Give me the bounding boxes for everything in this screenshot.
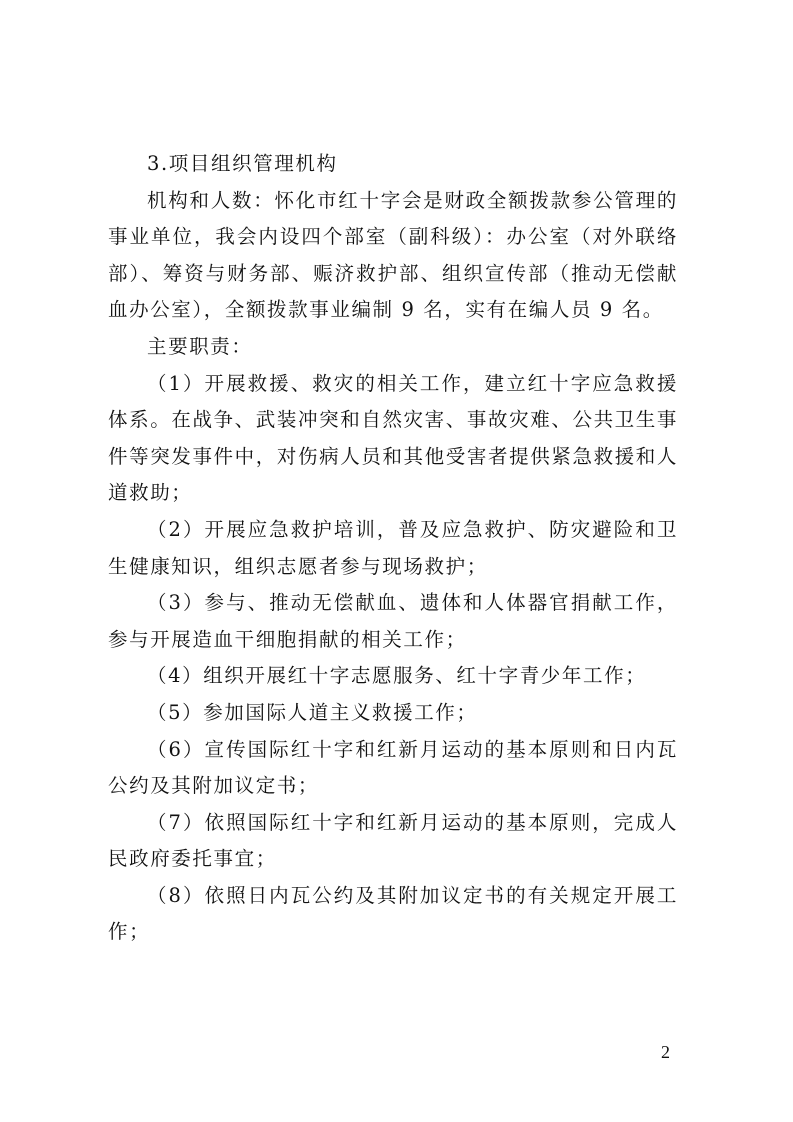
paragraph-duty-1: （1）开展救援、救灾的相关工作，建立红十字应急救援体系。在战争、武装冲突和自然灾害、事故灾难、公共卫生事件等突发事件中，对伤病人员和其他受害者提供紧急救援和人道救助； (108, 371, 678, 505)
document-body (108, 146, 678, 951)
paragraph-duty-2: （2）开展应急救护培训，普及应急救护、防灾避险和卫生健康知识，组织志愿者参与现场救护； (108, 517, 678, 578)
paragraph-duty-8: （8）依照日内瓦公约及其附加议定书的有关规定开展工作； (108, 883, 678, 944)
paragraph-duty-3: （3）参与、推动无偿献血、遗体和人体器官捐献工作，参与开展造血干细胞捐献的相关工作； (108, 591, 678, 651)
paragraph-duty-5: （5）参加国际人道主义救援工作； (147, 700, 478, 724)
paragraph-duty-4: （4）组织开展红十字志愿服务、红十字青少年工作； (147, 664, 647, 688)
paragraph-organization: 机构和人数：怀化市红十字会是财政全额拨款参公管理的事业单位，我会内设四个部室（副科级）：办公室（对外联络部）、筹资与财务部、赈济救护部、组织宣传部（推动无偿献血办公室），全额拨款事业编制 9 名，实有在编人员 9 名。 (108, 188, 678, 322)
paragraph-duties-heading: 主要职责： (147, 334, 253, 358)
section-heading: 3.项目组织管理机构 (147, 152, 338, 175)
paragraph-duty-6: （6）宣传国际红十字和红新月运动的基本原则和日内瓦公约及其附加议定书； (108, 737, 678, 798)
paragraph-duty-7: （7）依照国际红十字和红新月运动的基本原则，完成人民政府委托事宜； (108, 810, 678, 871)
page-number: 2 (661, 1042, 670, 1062)
